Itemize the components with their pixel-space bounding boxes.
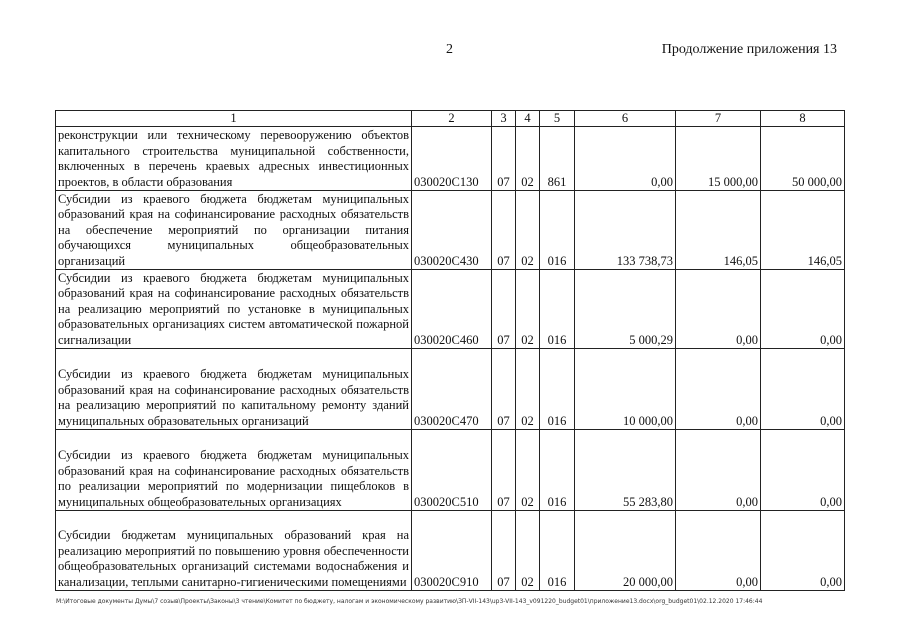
amount-cell-col8: 0,00 [761,430,845,511]
section-cell: 07 [492,511,516,591]
column-number-row [56,111,845,127]
expense-type-cell: 016 [540,270,575,349]
amount-cell-col6: 0,00 [575,127,676,191]
section-cell: 07 [492,430,516,511]
table-row [56,127,845,191]
column-header: 6 [575,111,676,127]
subsection-cell: 02 [516,127,540,191]
section-cell: 07 [492,127,516,191]
target-article-code-cell: 030020С910 [412,511,492,591]
amount-cell-col6: 133 738,73 [575,191,676,270]
expense-type-cell: 016 [540,349,575,430]
appendix-continuation-title: Продолжение приложения 13 [661,42,837,57]
target-article-code-cell: 030020С470 [412,349,492,430]
target-article-code-cell: 030020С130 [412,127,492,191]
amount-cell-col8: 50 000,00 [761,127,845,191]
subsection-cell: 02 [516,191,540,270]
expense-name-cell: Субсидии из краевого бюджета бюджетам муниципальных образований края на софинансирование расходных обязательств на обеспечение мероприятий по организации питания обучающихся муниципальных общеобразовательных организаций [56,191,412,270]
section-cell: 07 [492,270,516,349]
amount-cell-col6: 10 000,00 [575,349,676,430]
page-number: 2 [446,42,453,57]
amount-cell-col8: 146,05 [761,191,845,270]
amount-cell-col8: 0,00 [761,511,845,591]
amount-cell-col8: 0,00 [761,349,845,430]
document-path-footer: M:\Итоговые документы Думы\7 созыв\Проекты\Законы\3 чтение\Комитет по бюджету, налогам и экономическому развитию\ЗП-VII-143\up3-VII-143_v091220_budget01\приложение13.docx\org_budget01\02.12.2020 17:46:44 [56,598,763,605]
budget-table [55,110,845,591]
amount-cell-col7: 146,05 [676,191,761,270]
expense-type-cell: 016 [540,511,575,591]
column-header: 5 [540,111,575,127]
column-header: 3 [492,111,516,127]
amount-cell-col7: 0,00 [676,511,761,591]
amount-cell-col6: 20 000,00 [575,511,676,591]
table-row [56,430,845,511]
expense-name-cell: Субсидии из краевого бюджета бюджетам муниципальных образований края на софинансирование расходных обязательств на реализацию мероприятий по установке в муниципальных образовательных организациях систем автоматической пожарной сигнализации [56,270,412,349]
target-article-code-cell: 030020С510 [412,430,492,511]
expense-type-cell: 861 [540,127,575,191]
column-header: 7 [676,111,761,127]
expense-name-cell: Субсидии из краевого бюджета бюджетам муниципальных образований края на софинансирование расходных обязательств на реализацию мероприятий по капитальному ремонту зданий муниципальных образовательных организаций [56,349,412,430]
expense-name-cell: Субсидии бюджетам муниципальных образований края на реализацию мероприятий по повышению уровня обеспеченности общеобразовательных организаций системами водоснабжения и канализации, теплыми санитарно-гигиеническими помещениями [56,511,412,591]
expense-name-cell: реконструкции или техническому перевооружению объектов капитального строительства муниципальной собственности, включенных в перечень краевых адресных инвестиционных проектов, в области образования [56,127,412,191]
amount-cell-col8: 0,00 [761,270,845,349]
amount-cell-col7: 0,00 [676,349,761,430]
expense-type-cell: 016 [540,191,575,270]
amount-cell-col6: 5 000,29 [575,270,676,349]
column-header: 2 [412,111,492,127]
target-article-code-cell: 030020С430 [412,191,492,270]
column-header: 4 [516,111,540,127]
table-row [56,511,845,591]
section-cell: 07 [492,191,516,270]
expense-type-cell: 016 [540,430,575,511]
amount-cell-col6: 55 283,80 [575,430,676,511]
subsection-cell: 02 [516,430,540,511]
subsection-cell: 02 [516,270,540,349]
subsection-cell: 02 [516,349,540,430]
amount-cell-col7: 15 000,00 [676,127,761,191]
column-header: 1 [56,111,412,127]
table-row [56,349,845,430]
amount-cell-col7: 0,00 [676,430,761,511]
column-header: 8 [761,111,845,127]
target-article-code-cell: 030020С460 [412,270,492,349]
table-row [56,191,845,270]
amount-cell-col7: 0,00 [676,270,761,349]
section-cell: 07 [492,349,516,430]
table-row [56,270,845,349]
expense-name-cell: Субсидии из краевого бюджета бюджетам муниципальных образований края на софинансирование расходных обязательств по реализации мероприятий по модернизации пищеблоков в муниципальных общеобразовательных организациях [56,430,412,511]
subsection-cell: 02 [516,511,540,591]
